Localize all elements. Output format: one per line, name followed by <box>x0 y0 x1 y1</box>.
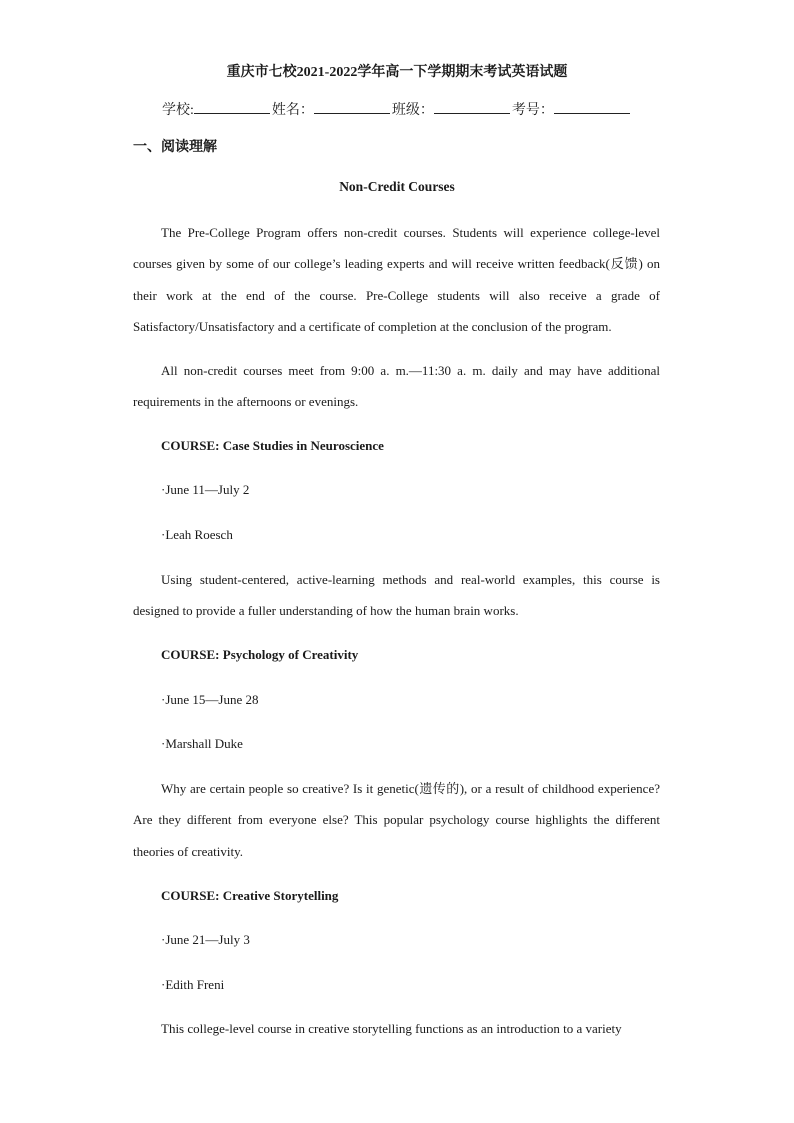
course-2-description: Why are certain people so creative? Is it genetic(遗传的), or a result of childhood experience? Are they different from everyone else? This popular psychology course highlights the different theories of creativity. <box>133 781 660 859</box>
course-3-title: COURSE: Creative Storytelling <box>161 888 339 903</box>
page-title: 重庆市七校2021-2022学年高一下学期期末考试英语试题 <box>226 65 568 80</box>
course-1-instructor: ·Leah Roesch <box>161 527 233 542</box>
school-label: 学校: <box>162 103 194 118</box>
name-blank[interactable] <box>314 100 390 114</box>
class-label: 班级： <box>391 103 434 118</box>
course-3-dates: ·June 21—July 3 <box>161 932 250 947</box>
course-2-dates: ·June 15—June 28 <box>161 692 259 707</box>
course-3-instructor: ·Edith Freni <box>161 977 225 992</box>
exam-number-blank[interactable] <box>554 100 630 114</box>
intro-paragraph-2: All non-credit courses meet from 9:00 a. m.—11:30 a. m. daily and may have additional requirements in the afternoons or evenings. <box>133 363 660 410</box>
name-label: 姓名： <box>271 103 314 118</box>
school-blank[interactable] <box>194 100 270 114</box>
course-2-instructor: ·Marshall Duke <box>161 736 243 751</box>
course-2-title: COURSE: Psychology of Creativity <box>161 647 359 662</box>
course-1-dates: ·June 11—July 2 <box>161 482 250 497</box>
passage-heading: Non-Credit Courses <box>339 179 455 194</box>
section-heading: 一、阅读理解 <box>133 140 217 155</box>
course-1-description: Using student-centered, active-learning methods and real-world examples, this course is designed to provide a fuller understanding of how the human brain works. <box>133 572 660 619</box>
class-blank[interactable] <box>434 100 510 114</box>
course-1-title: COURSE: Case Studies in Neuroscience <box>161 438 384 453</box>
course-3-description: This college-level course in creative storytelling functions as an introduction to a variety <box>161 1021 622 1036</box>
student-info-line <box>162 100 662 120</box>
exam-number-label: 考号： <box>511 103 554 118</box>
intro-paragraph-1: The Pre-College Program offers non-credit courses. Students will experience college-level courses given by some of our college’s leading experts and will receive written feedback(反馈) on their work at the end of the course. Pre-College students will also receive a grade of Satisfactory/Unsatisfactory and a certificate of completion at the conclusion of the program. <box>133 225 660 334</box>
